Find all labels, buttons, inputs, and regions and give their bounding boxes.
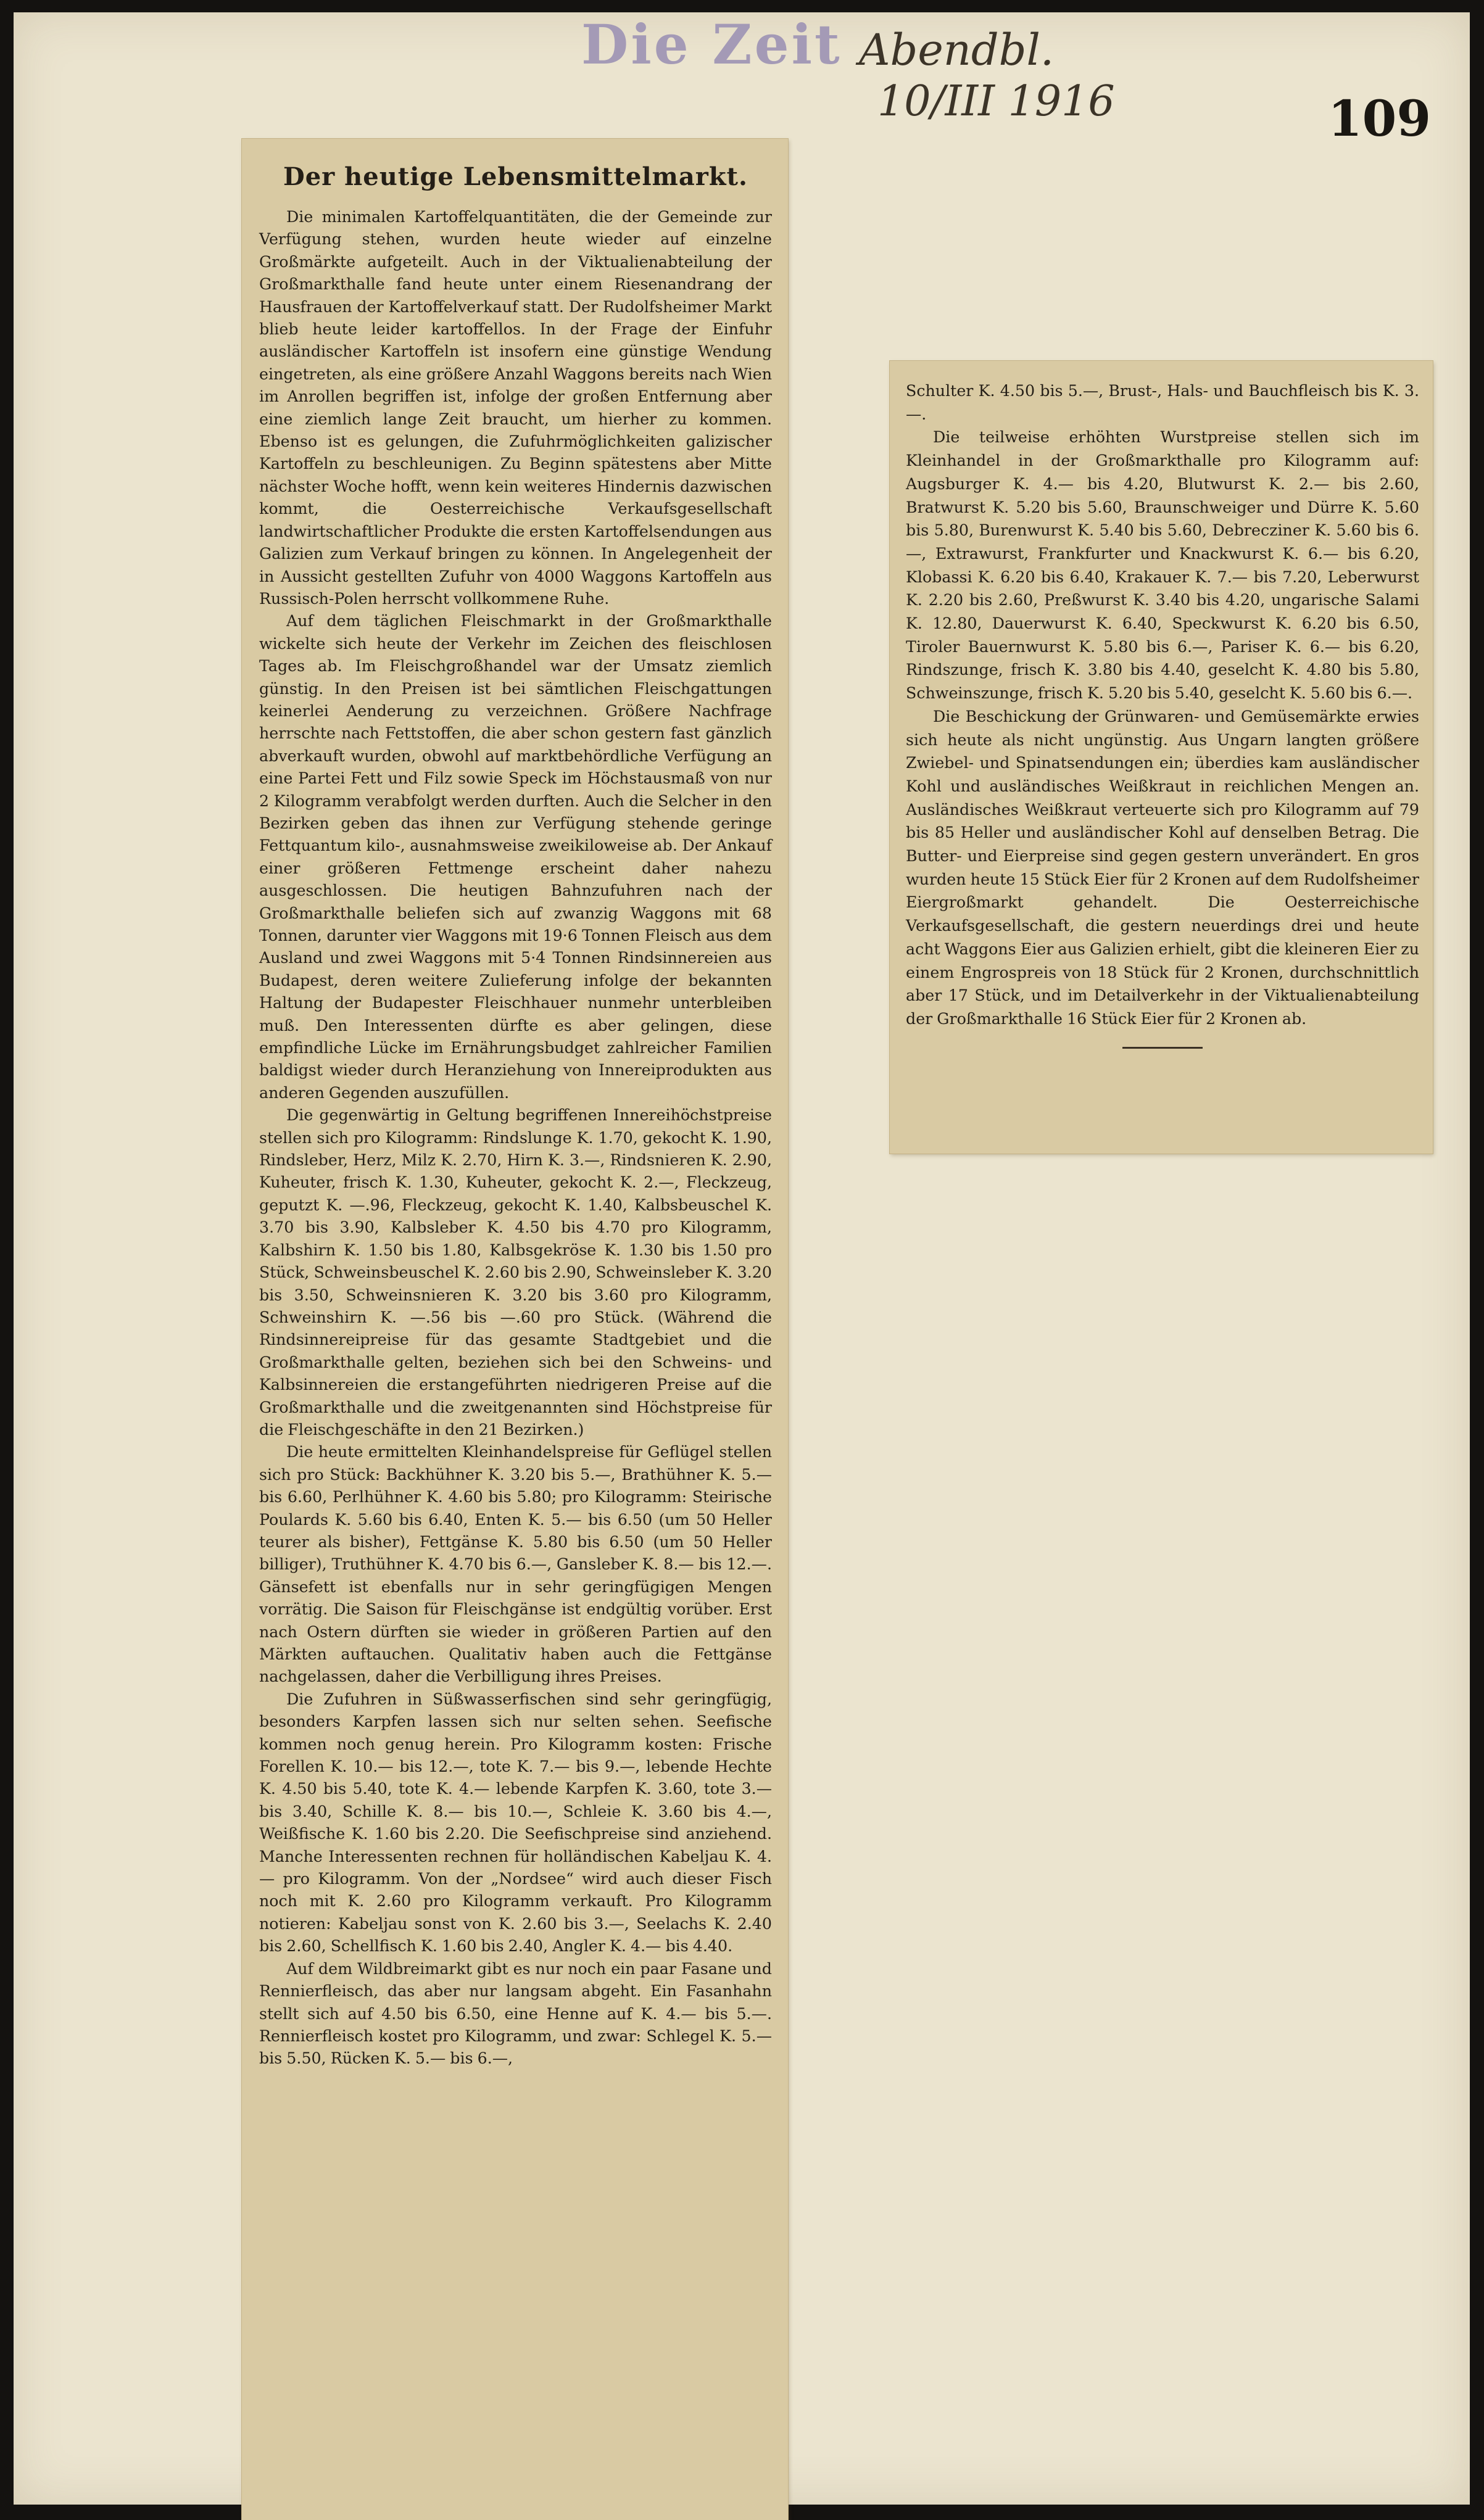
handwritten-edition-note: Abendbl.: [859, 25, 1055, 75]
article-headline: Der heutige Lebensmittelmarkt.: [283, 162, 748, 191]
article-body: [259, 206, 772, 2070]
continuation-paragraph: Die teilweise erhöhten Wurstpreise stellen sich im Kleinhandel in der Großmarkthalle pro Kilogramm auf: Augsburger K. 4.— bis 4.20, Blutwurst K. 2.— bis 2.60, Bratwurst K. 5.20 bis 5.60, Braunschweiger und Dürre K. 5.60 bis 5.80, Burenwurst K. 5.40 bis 5.60, Debrecziner K. 5.60 bis 6.—, Extrawurst, Frankfurter und Knackwurst K. 6.— bis 6.20, Klobassi K. 6.20 bis 6.40, Krakauer K. 7.— bis 7.20, Leberwurst K. 2.20 bis 2.60, Preßwurst K. 3.40 bis 4.20, ungarische Salami K. 12.80, Dauerwurst K. 6.40, Speckwurst K. 6.20 bis 6.50, Tiroler Bauernwurst K. 5.80 bis 6.—, Pariser K. 6.— bis 6.20, Rindszunge, frisch K. 3.80 bis 4.40, geselcht K. 4.80 bis 5.80, Schweinszunge, frisch K. 5.20 bis 5.40, geselcht K. 5.60 bis 6.—.: [906, 428, 1419, 703]
article-paragraph: Auf dem Wildbreimarkt gibt es nur noch ein paar Fasane und Rennierfleisch, das aber nur langsam abgeht. Ein Fasanhahn stellt sich auf 4.50 bis 6.50, eine Henne auf K. 4.— bis 5.—. Rennierfleisch kostet pro Kilogramm, und zwar: Schlegel K. 5.— bis 5.50, Rücken K. 5.— bis 6.—,: [259, 1959, 772, 2068]
continuation-paragraph: Schulter K. 4.50 bis 5.—, Brust-, Hals- und Bauchfleisch bis K. 3.—.: [906, 382, 1419, 423]
article-paragraph: Die heute ermittelten Kleinhandelspreise für Geflügel stellen sich pro Stück: Backhühner K. 3.20 bis 5.—, Brathühner K. 5.— bis 6.60, Perlhühner K. 4.60 bis 5.80; pro Kilogramm: Steirische Poulards K. 5.60 bis 6.40, Enten K. 5.— bis 6.50 (um 50 Heller teurer als bisher), Fettgänse K. 5.80 bis 6.50 (um 50 Heller billiger), Truthühner K. 4.70 bis 6.—, Gansleber K. 8.— bis 12.—. Gänsefett ist ebenfalls nur in sehr geringfügigen Mengen vorrätig. Die Saison für Fleischgänse ist endgültig vorüber. Erst nach Ostern dürften sie wieder in größeren Partien auf den Märkten auftauchen. Qualitativ haben auch die Fettgänse nachgelassen, daher die Verbilligung ihres Preises.: [259, 1443, 772, 1686]
article-paragraph: Die minimalen Kartoffelquantitäten, die der Gemeinde zur Verfügung stehen, wurden heute wieder auf einzelne Großmärkte aufgeteilt. Auch in der Viktualienabteilung der Großmarkthalle fand heute unter einem Riesenandrang der Hausfrauen der Kartoffelverkauf statt. Der Rudolfsheimer Markt blieb heute leider kartoffellos. In der Frage der Einfuhr ausländischer Kartoffeln ist insofern eine günstige Wendung eingetreten, als eine größere Anzahl Waggons bereits nach Wien im Anrollen begriffen ist, infolge der großen Entfernung aber eine ziemlich lange Zeit braucht, um hierher zu kommen. Ebenso ist es gelungen, die Zufuhrmöglichkeiten galizischer Kartoffeln zu beschleunigen. Zu Beginn spätestens aber Mitte nächster Woche hofft, wenn kein weiteres Hindernis dazwischen kommt, die Oesterreichische Verkaufsgesellschaft landwirtschaftlicher Produkte die ersten Kartoffelsendungen aus Galizien zum Verkauf bringen zu können. In Angelegenheit der in Aussicht gestellten Zufuhr von 4000 Waggons Kartoffeln aus Russisch-Polen herrscht vollkommene Ruhe.: [259, 208, 772, 608]
continuation-body: [906, 379, 1419, 1031]
article-clipping-main: [242, 139, 788, 2520]
page-number: 109: [1328, 89, 1431, 147]
article-clipping-continuation: [890, 361, 1433, 1154]
end-rule: [1122, 1047, 1203, 1049]
continuation-paragraph: Die Beschickung der Grünwaren- und Gemüsemärkte erwies sich heute als nicht ungünstig. Aus Ungarn langten größere Zwiebel- und Spinatsendungen ein; überdies kam ausländischer Kohl und ausländisches Weißkraut in reichlichen Mengen an. Ausländisches Weißkraut verteuerte sich pro Kilogramm auf 79 bis 85 Heller und ausländischer Kohl auf denselben Betrag. Die Butter- und Eierpreise sind gegen gestern unverändert. En gros wurden heute 15 Stück Eier für 2 Kronen auf dem Rudolfsheimer Eiergroßmarkt gehandelt. Die Oesterreichische Verkaufsgesellschaft, die gestern neuerdings drei und heute acht Waggons Eier aus Galizien erhielt, gibt die kleineren Eier zu einem Engrospreis von 18 Stück für 2 Kronen, durchschnittlich aber 17 Stück, und im Detailverkehr in der Viktualienabteilung der Großmarkthalle 16 Stück Eier für 2 Kronen ab.: [906, 707, 1419, 1028]
article-paragraph: Die gegenwärtig in Geltung begriffenen Innereihöchstpreise stellen sich pro Kilogramm: Rindslunge K. 1.70, gekocht K. 1.90, Rindsleber, Herz, Milz K. 2.70, Hirn K. 3.—, Rindsnieren K. 2.90, Kuheuter, frisch K. 1.30, Kuheuter, gekocht K. 2.—, Fleckzeug, geputzt K. —.96, Fleckzeug, gekocht K. 1.40, Kalbsbeuschel K. 3.70 bis 3.90, Kalbsleber K. 4.50 bis 4.70 pro Kilogramm, Kalbshirn K. 1.50 bis 1.80, Kalbsgekröse K. 1.30 bis 1.50 pro Stück, Schweinsbeuschel K. 2.60 bis 2.90, Schweinsleber K. 3.20 bis 3.50, Schweinsnieren K. 3.20 bis 3.60 pro Kilogramm, Schweinshirn K. —.56 bis —.60 pro Stück. (Während die Rindsinnereipreise für das gesamte Stadtgebiet und die Großmarkthalle gelten, beziehen sich bei den Schweins- und Kalbsinnereien die erstangeführten niedrigeren Preise auf die Großmarkthalle und die zweitgenannten sind Höchstpreise für die Fleischgeschäfte in den 21 Bezirken.): [259, 1106, 772, 1439]
newspaper-stamp: Die Zeit: [581, 12, 842, 76]
handwritten-date-note: 10/III 1916: [877, 77, 1115, 126]
article-paragraph: Auf dem täglichen Fleischmarkt in der Großmarkthalle wickelte sich heute der Verkehr im Zeichen des fleischlosen Tages ab. Im Fleischgroßhandel war der Umsatz ziemlich günstig. In den Preisen ist bei sämtlichen Fleischgattungen keinerlei Aenderung zu verzeichnen. Größere Nachfrage herrschte nach Fettstoffen, die aber schon gestern fast gänzlich abverkauft wurden, obwohl auf marktbehördliche Verfügung an eine Partei Fett und Filz sowie Speck im Höchstausmaß von nur 2 Kilogramm verabfolgt werden durften. Auch die Selcher in den Bezirken geben das ihnen zur Verfügung stehende geringe Fettquantum kilo-, ausnahmsweise zweikiloweise ab. Der Ankauf einer größeren Fettmenge erscheint daher nahezu ausgeschlossen. Die heutigen Bahnzufuhren nach der Großmarkthalle beliefen sich auf zwanzig Waggons mit 68 Tonnen, darunter vier Waggons mit 19·6 Tonnen Fleisch aus dem Ausland und zwei Waggons mit 5·4 Tonnen Rindsinnereien aus Budapest, deren weitere Zulieferung infolge der bekannten Haltung der Budapester Fleischhauer nunmehr unterbleiben muß. Den Interessenten dürfte es aber gelingen, diese empfindliche Lücke im Ernährungsbudget zahlreicher Familien baldigst wieder durch Heranziehung von Innereiprodukten aus anderen Gegenden auszufüllen.: [259, 612, 772, 1102]
article-paragraph: Die Zufuhren in Süßwasserfischen sind sehr geringfügig, besonders Karpfen lassen sich nur selten sehen. Seefische kommen noch genug herein. Pro Kilogramm kosten: Frische Forellen K. 10.— bis 12.—, tote K. 7.— bis 9.—, lebende Hechte K. 4.50 bis 5.40, tote K. 4.— lebende Karpfen K. 3.60, tote 3.— bis 3.40, Schille K. 8.— bis 10.—, Schleie K. 3.60 bis 4.—, Weißfische K. 1.60 bis 2.20. Die Seefischpreise sind anziehend. Manche Interessenten rechnen für holländischen Kabeljau K. 4.— pro Kilogramm. Von der „Nordsee“ wird auch dieser Fisch noch mit K. 2.60 pro Kilogramm verkauft. Pro Kilogramm notieren: Kabeljau sonst von K. 2.60 bis 3.—, Seelachs K. 2.40 bis 2.60, Schellfisch K. 1.60 bis 2.40, Angler K. 4.— bis 4.40.: [259, 1690, 772, 1956]
archive-sheet: [14, 12, 1470, 2505]
